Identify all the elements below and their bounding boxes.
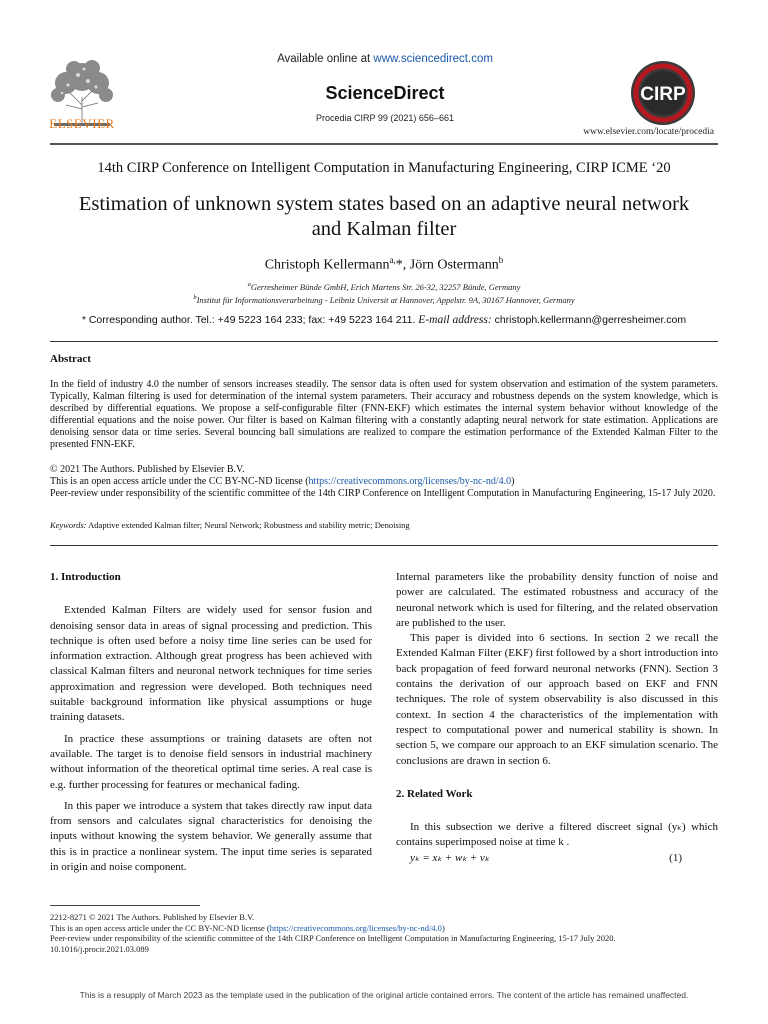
affiliation-b [40, 294, 728, 305]
affiliation-b-text: Institut für Informationsverarbeitung - Leibniz Universit at Hannover, Appelstr. 9A, 30167 Hannover, Germany [196, 294, 575, 305]
section-1-heading: 1. Introduction [50, 571, 121, 583]
section-1-paragraph-2: In practice these assumptions or training datasets are often not available. The target is to denoise field sensors in industrial machinery without information of the theoretical optimal time series. A real case is e.g. further processing for features or mechanical fading. [50, 732, 372, 791]
cirp-logo-text: CIRP [640, 84, 686, 105]
title-line-2: and Kalman filter [311, 218, 457, 240]
license-prefix: This is an open access article under the CC BY-NC-ND license ( [50, 476, 309, 487]
abstract-peer-review: Peer-review under responsibility of the scientific committee of the 14th CIRP Conference on Intelligent Computation in Manufacturing Engineering, 15-17 July 2020. [50, 488, 716, 499]
equation-1 [396, 851, 718, 866]
footer-license [50, 923, 718, 934]
abstract-copyright: © 2021 The Authors. Published by Elsevier B.V. [50, 464, 245, 475]
keywords-list: Adaptive extended Kalman filter; Neural Network; Robustness and stability metric; Denoising [86, 520, 410, 530]
license-suffix: ) [511, 476, 515, 487]
author-separator: , [402, 257, 410, 273]
journal-reference: Procedia CIRP 99 (2021) 656–661 [316, 113, 454, 123]
available-online [200, 53, 570, 65]
right-column [396, 570, 718, 866]
author-1-star: * [395, 257, 403, 273]
license-link[interactable]: https://creativecommons.org/licenses/by-nc-nd/4.0 [308, 476, 512, 487]
affiliation-b-sup: b [193, 294, 197, 301]
keywords-label: Keywords: [50, 520, 87, 530]
section-1-paragraph-5: This paper is divided into 6 sections. In section 2 we recall the Extended Kalman Filter (EKF) first followed by a short introduction into back propagation of feed forward neuronal networks (FNN). Section 3 contains the derivation of our approach based on EKF and FNN techniques. The role of system observability is also discussed in this context. In section 4 the characteristics of the implementation with respect to computational power and numerical stability is shown. In section 5, we compare our approach to an EKF simulation scenario. The conclusions are drawn in section 6. [396, 632, 718, 767]
corresponding-email[interactable]: christoph.kellermann@gerresheimer.com [491, 314, 687, 326]
section-1-paragraph-4: Internal parameters like the probability density function of noise and power are calculated. The estimated robustness and accuracy of the neuronal network which is used for filtering, and the related observation are published to the user. [396, 571, 718, 629]
footer-license-prefix: This is an open access article under the CC BY-NC-ND license ( [50, 922, 270, 933]
footer-issn: 2212-8271 © 2021 The Authors. Published by Elsevier B.V. [50, 912, 255, 922]
author-1-affil: a, [389, 255, 396, 265]
available-prefix: Available online at [277, 53, 374, 65]
section-2-paragraph-1: In this subsection we derive a filtered discreet signal (yₖ) which contains superimposed noise at time k . [396, 821, 718, 849]
footer-license-link[interactable]: https://creativecommons.org/licenses/by-nc-nd/4.0 [269, 922, 442, 933]
abstract-license [50, 476, 718, 488]
footnote-rule [50, 905, 200, 906]
resupply-note: This is a resupply of March 2023 as the template used in the publication of the original article contained errors. The content of the article has remained unaffected. [79, 990, 689, 1000]
abstract-heading: Abstract [50, 353, 91, 365]
title-line-1: Estimation of unknown system states based on an adaptive neural network [78, 193, 690, 215]
paper-title [40, 192, 728, 242]
author-1: Christoph Kellermann [264, 257, 390, 273]
authors [40, 255, 728, 274]
divider-top [50, 341, 718, 342]
cirp-logo [630, 60, 696, 126]
corresponding-author [40, 314, 728, 326]
section-1-paragraph-3: In this paper we introduce a system that takes directly raw input data from sensors and calculates signal characteristics for denoising the inputs without knowing the system behavior. We generally assume that this is in practice a nonlinear system. The input time series is separated in origin and noise component. [50, 799, 372, 874]
divider-bottom [50, 545, 718, 546]
sciencedirect-link[interactable]: www.sciencedirect.com [373, 53, 493, 65]
elsevier-wordmark: ELSEVIER [49, 116, 115, 131]
keywords [50, 520, 718, 530]
sciencedirect-title: ScienceDirect [325, 83, 445, 103]
affiliation-a-sup: a [247, 281, 251, 288]
author-2-affil: b [498, 255, 504, 265]
left-column [50, 570, 372, 875]
equation-1-number: (1) [669, 851, 682, 864]
abstract-text: In the field of industry 4.0 the number of sensors increases steadily. The sensor data is often used for system observation and estimation of the system parameters. Typically, Kalman filtering is used for determination of the internal system parameters. Their accuracy and robustness depends on the system knowledge, which is described by differential equations. We propose a self-configurable filter (FNN-EKF) which estimates the internal system behavior without knowledge of the differential equations and the noise power. Our filter is based on Kalman filtering with a constantly adapting neural network for state estimation. Applications are denoising sensor data or time series. Several bouncing ball simulations are realized to compare the estimation performance of the Extended Kalman Filter to the presented FNN-EKF. [50, 379, 718, 451]
footer-doi[interactable]: 10.1016/j.procir.2021.03.089 [50, 943, 149, 954]
section-1-paragraph-1: Extended Kalman Filters are widely used for sensor fusion and denoising sensor data in areas of signal processing and prediction. This technique is often used before a noisy time line series can be used for information extraction. Although great progress has been achieved with classical Kalman filters and neuronal network techniques for time series approximation and regression were developed. Both techniques need suitable background information like physical assumptions or huge training datasets. [50, 604, 372, 724]
conference-name: 14th CIRP Conference on Intelligent Computation in Manufacturing Engineering, CIRP ICME ‘20 [97, 160, 671, 176]
affiliation-a [40, 281, 728, 292]
equation-1-body: yₖ = xₖ + wₖ + vₖ [410, 851, 490, 864]
corresponding-prefix: * Corresponding author. Tel.: +49 5223 164 233; fax: +49 5223 164 211. [81, 314, 419, 326]
footer-license-suffix: ) [441, 922, 445, 933]
affiliation-a-text: Gerresheimer Bünde GmbH, Erich Martens Str. 26-32, 32257 Bünde, Germany [250, 281, 521, 292]
author-2: Jörn Ostermann [409, 257, 499, 273]
footnote-block [50, 912, 718, 954]
header-rule [50, 143, 718, 145]
footer-peer-review: Peer-review under responsibility of the scientific committee of the 14th CIRP Conference on Intelligent Computation in Manufacturing Engineering, 15-17 July 2020. [50, 933, 616, 943]
section-2-heading: 2. Related Work [396, 787, 473, 800]
procedia-locate-url[interactable]: www.elsevier.com/locate/procedia [583, 127, 714, 137]
email-label: E-mail address: [418, 314, 492, 326]
